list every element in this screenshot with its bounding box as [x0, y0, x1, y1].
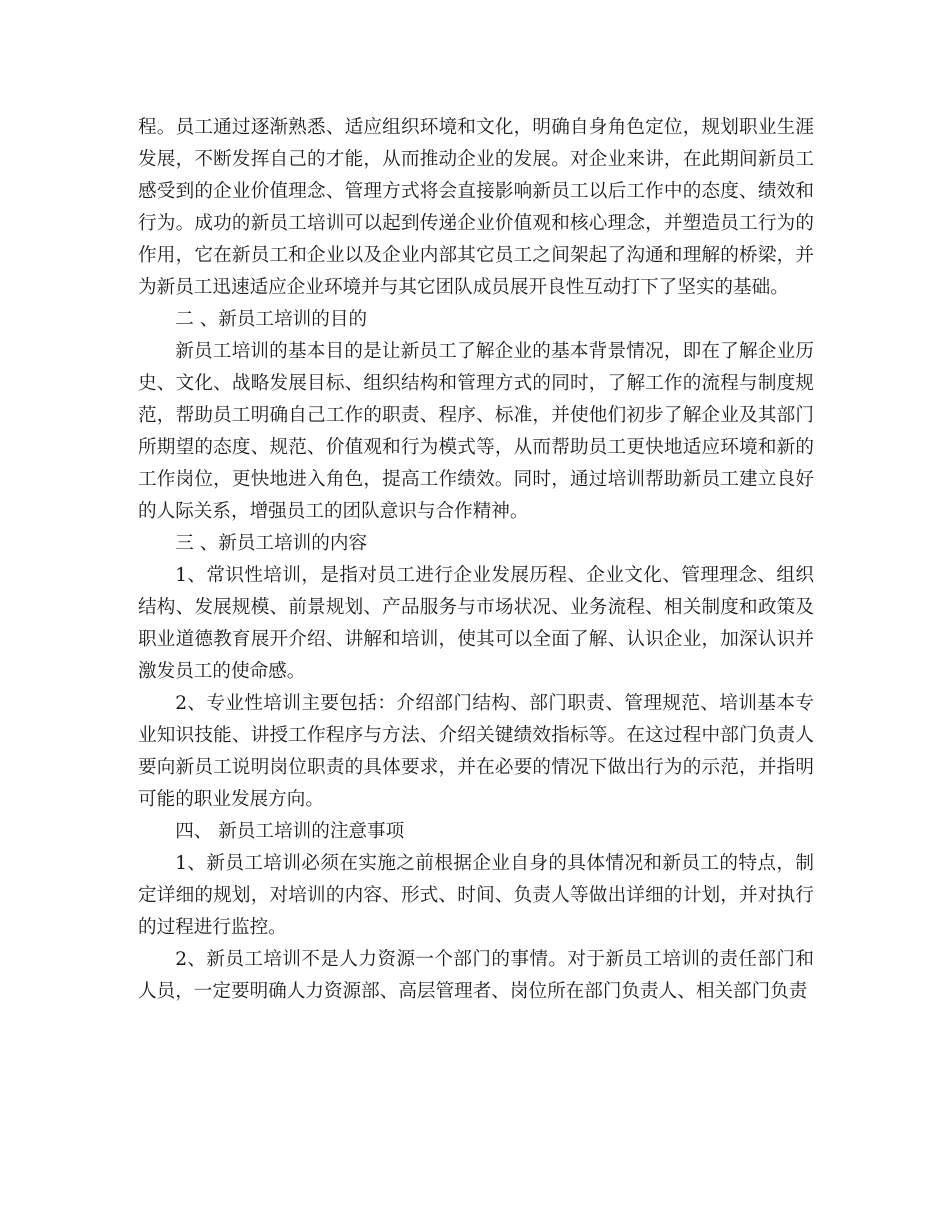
section-heading-4: 四、 新员工培训的注意事项 [175, 821, 405, 842]
body-paragraph-4: 2、专业性培训主要包括：介绍部门结构、部门职责、管理规范、培训基本专业知识技能、讲授工作程序与方法、介绍关键绩效指标等。在这过程中部门负责人要向新员工说明岗位职责的具体要求，并在必要的情况下做出行为的示范，并指明可能的职业发展方向。 [138, 693, 814, 810]
document-page [138, 112, 814, 1008]
section-heading-2: 二 、新员工培训的目的 [175, 309, 368, 330]
body-paragraph-6: 2、新员工培训不是人力资源一个部门的事情。对于新员工培训的责任部门和人员，一定要明确人力资源部、高层管理者、岗位所在部门负责人、相关部门负责 [138, 949, 814, 1002]
body-paragraph-5: 1、新员工培训必须在实施之前根据企业自身的具体情况和新员工的特点，制定详细的规划，对培训的内容、形式、时间、负责人等做出详细的计划，并对执行的过程进行监控。 [138, 853, 814, 938]
body-paragraph-3: 1、常识性培训，是指对员工进行企业发展历程、企业文化、管理理念、组织结构、发展规模、前景规划、产品服务与市场状况、业务流程、相关制度和政策及职业道德教育展开介绍、讲解和培训，使其可以全面了解、认识企业，加深认识并激发员工的使命感。 [138, 565, 814, 682]
section-heading-3: 三 、新员工培训的内容 [175, 533, 368, 554]
body-paragraph-1: 程。员工通过逐渐熟悉、适应组织环境和文化，明确自身角色定位，规划职业生涯发展，不断发挥自己的才能，从而推动企业的发展。对企业来讲，在此期间新员工感受到的企业价值理念、管理方式将会直接影响新员工以后工作中的态度、绩效和行为。成功的新员工培训可以起到传递企业价值观和核心理念，并塑造员工行为的作用，它在新员工和企业以及企业内部其它员工之间架起了沟通和理解的桥梁，并为新员工迅速适应企业环境并与其它团队成员展开良性互动打下了坚实的基础。 [138, 117, 814, 298]
body-paragraph-2: 新员工培训的基本目的是让新员工了解企业的基本背景情况，即在了解企业历史、文化、战略发展目标、组织结构和管理方式的同时，了解工作的流程与制度规范，帮助员工明确自己工作的职责、程序、标准，并使他们初步了解企业及其部门所期望的态度、规范、价值观和行为模式等，从而帮助员工更快地适应环境和新的工作岗位，更快地进入角色，提高工作绩效。同时，通过培训帮助新员工建立良好的人际关系，增强员工的团队意识与合作精神。 [138, 341, 814, 522]
